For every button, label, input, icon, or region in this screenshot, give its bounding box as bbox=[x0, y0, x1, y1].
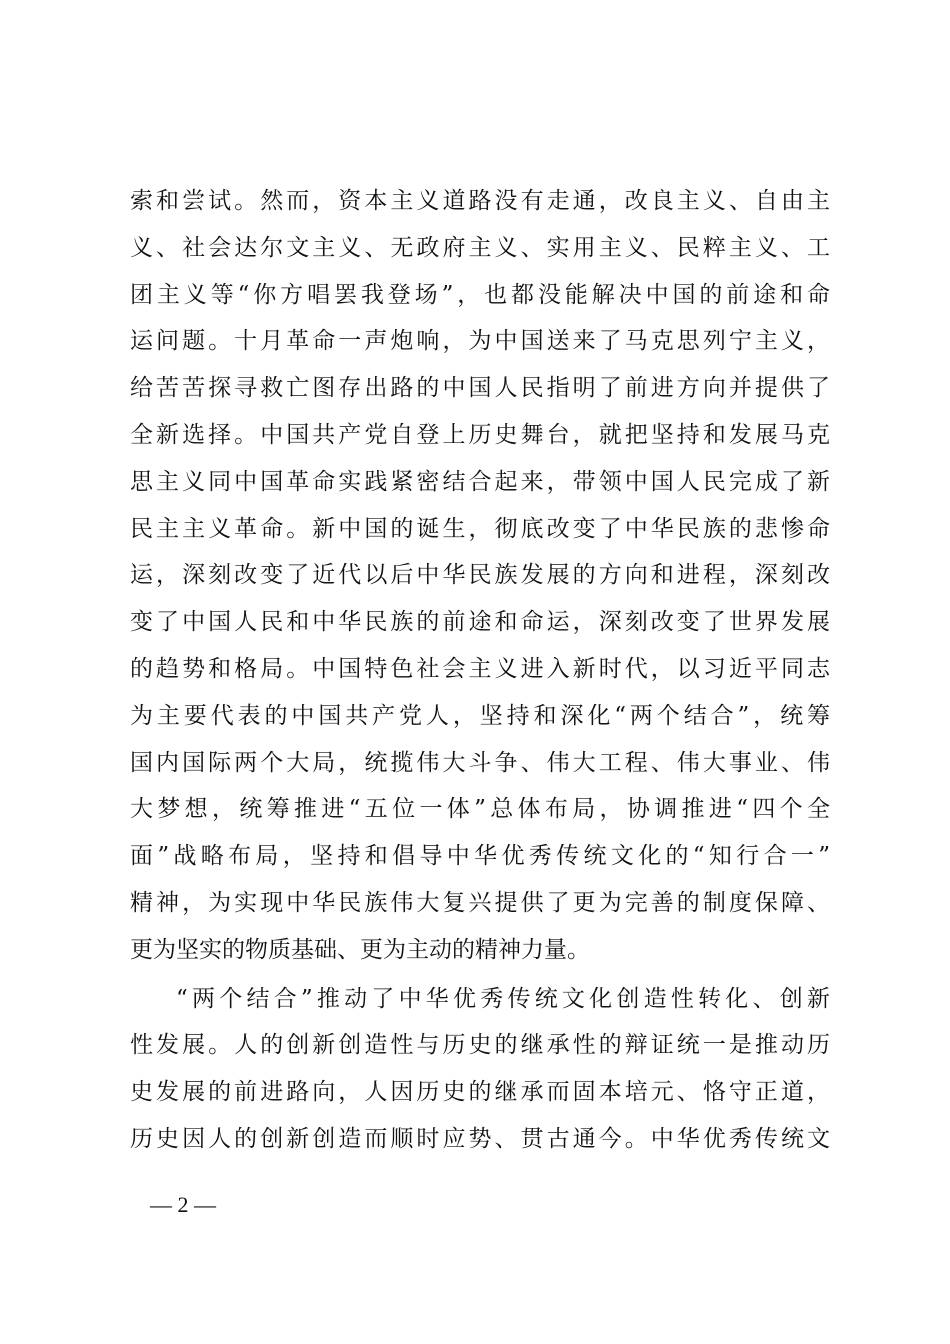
paragraph-1 bbox=[130, 178, 830, 974]
text-line: 为主要代表的中国共产党人，坚持和深化“两个结合”，统筹 bbox=[130, 702, 830, 729]
text-line: 思主义同中国革命实践紧密结合起来，带领中国人民完成了新 bbox=[130, 468, 830, 495]
text-line: 索和尝试。然而，资本主义道路没有走通，改良主义、自由主 bbox=[130, 188, 830, 214]
text-line: 义、社会达尔文主义、无政府主义、实用主义、民粹主义、工 bbox=[130, 234, 830, 261]
page-number: — 2 — bbox=[150, 1192, 216, 1217]
text-line: 面”战略布局，坚持和倡导中华优秀传统文化的“知行合一” bbox=[130, 843, 830, 870]
text-line: 变了中国人民和中华民族的前途和命运，深刻改变了世界发展 bbox=[130, 609, 830, 636]
text-line: 国内国际两个大局，统揽伟大斗争、伟大工程、伟大事业、伟 bbox=[130, 749, 830, 776]
body-text bbox=[130, 178, 830, 1163]
text-line: 历史因人的创新创造而顺时应势、贯古通今。中华优秀传统文 bbox=[130, 1125, 830, 1152]
text-line: 精神，为实现中华民族伟大复兴提供了更为完善的制度保障、 bbox=[130, 889, 830, 916]
text-line: 民主主义革命。新中国的诞生，彻底改变了中华民族的悲惨命 bbox=[130, 515, 830, 542]
text-line: “两个结合”推动了中华优秀传统文化创造性转化、创新 bbox=[176, 985, 830, 1012]
text-line: 大梦想，统筹推进“五位一体”总体布局，协调推进“四个全 bbox=[130, 796, 830, 823]
text-line: 史发展的前进路向，人因历史的继承而固本培元、恪守正道， bbox=[130, 1079, 830, 1106]
text-line: 运问题。十月革命一声炮响，为中国送来了马克思列宁主义， bbox=[130, 328, 830, 355]
text-line: 团主义等“你方唱罢我登场”，也都没能解决中国的前途和命 bbox=[130, 281, 830, 308]
text-line: 给苦苦探寻救亡图存出路的中国人民指明了前进方向并提供了 bbox=[130, 375, 830, 402]
text-line: 运，深刻改变了近代以后中华民族发展的方向和进程，深刻改 bbox=[130, 562, 830, 589]
text-line: 的趋势和格局。中国特色社会主义进入新时代，以习近平同志 bbox=[130, 655, 830, 682]
text-line: 更为坚实的物质基础、更为主动的精神力量。 bbox=[130, 936, 590, 963]
text-line: 性发展。人的创新创造性与历史的继承性的辩证统一是推动历 bbox=[130, 1032, 830, 1059]
text-line: 全新选择。中国共产党自登上历史舞台，就把坚持和发展马克 bbox=[130, 421, 830, 448]
paragraph-2 bbox=[130, 976, 830, 1163]
